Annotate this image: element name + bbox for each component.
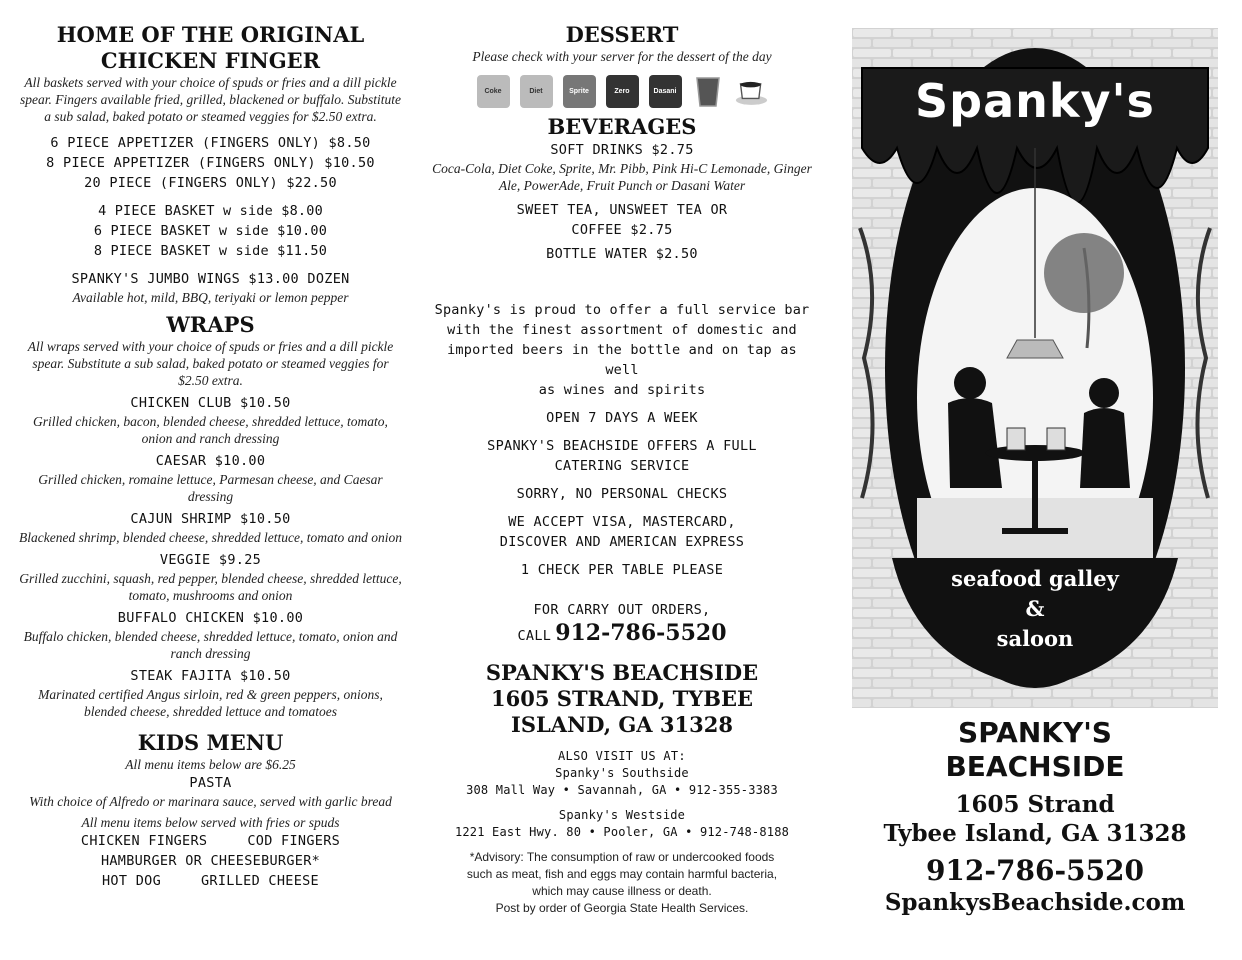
menu-item: 8 PIECE BASKET w side $11.50: [93, 243, 328, 259]
menu-item: 6 PIECE APPETIZER (FINGERS ONLY) $8.50: [50, 135, 371, 151]
beverages-heading: BEVERAGES: [547, 114, 697, 139]
open-days: OPEN 7 DAYS A WEEK: [546, 410, 698, 426]
wraps-heading: WRAPS: [166, 312, 255, 337]
menu-item: HAMBURGER OR CHEESEBURGER*: [100, 853, 321, 869]
poster-tagline-line: saloon: [996, 626, 1074, 651]
wrap-name: CAESAR $10.00: [155, 453, 266, 469]
wrap-item: [18, 666, 403, 720]
also-visit: ALSO VISIT US AT:: [558, 749, 686, 763]
bar-info-line: Spanky's is proud to offer a full service bar: [434, 302, 810, 318]
wrap-item: [18, 608, 403, 662]
diet-coke-icon: Diet: [520, 75, 553, 108]
menu-item: COD FINGERS: [247, 833, 341, 849]
menu-item: 4 PIECE BASKET w side $8.00: [98, 203, 323, 219]
wrap-desc: Marinated certified Angus sirloin, red & green peppers, onions, blended cheese, shredded lettuce and tomatoes: [38, 687, 383, 719]
cards-line: DISCOVER AND AMERICAN EXPRESS: [499, 534, 745, 550]
bar-info-line: as wines and spirits: [538, 382, 706, 398]
catering-line: SPANKY'S BEACHSIDE OFFERS A FULL: [487, 438, 757, 454]
kids-note-2: All menu items below served with fries or spuds: [81, 815, 340, 830]
wraps-note: All wraps served with your choice of spuds or fries and a dill pickle spear. Substitute a sub salad, baked potato or steamed veggies for $2.50 extra.: [27, 339, 394, 388]
wrap-desc: Grilled zucchini, squash, red pepper, blended cheese, shredded lettuce, tomato, mushrooms and onion: [19, 571, 402, 603]
catering-line: CATERING SERVICE: [554, 458, 690, 474]
carry-out-phone: 912-786-5520: [555, 620, 727, 646]
iced-tea-icon: [692, 75, 725, 108]
kids-row: [18, 831, 403, 851]
coca-cola-icon: Coke: [477, 75, 510, 108]
brand-address: 1605 Strand: [955, 791, 1115, 818]
brand-name-line: SPANKY'S: [958, 716, 1112, 749]
cards-line: WE ACCEPT VISA, MASTERCARD,: [508, 514, 736, 530]
carry-out-call: [432, 620, 812, 646]
soft-drinks-note: Coca-Cola, Diet Coke, Sprite, Mr. Pibb, Pink Hi-C Lemonade, Ginger Ale, PowerAde, Fruit Punch or Dasani Water: [432, 161, 812, 193]
no-checks: SORRY, NO PERSONAL CHECKS: [516, 486, 728, 502]
bar-info-line: with the finest assortment of domestic and: [447, 322, 797, 338]
dessert-heading: DESSERT: [565, 22, 679, 47]
kids-note: All menu items below are $6.25: [125, 757, 296, 772]
dessert-note: Please check with your server for the dessert of the day: [472, 49, 772, 64]
poster-tagline: [852, 564, 1218, 654]
menu-item: 20 PIECE (FINGERS ONLY) $22.50: [84, 175, 337, 191]
wrap-name: BUFFALO CHICKEN $10.00: [117, 610, 304, 626]
menu-item: 8 PIECE APPETIZER (FINGERS ONLY) $10.50: [46, 155, 375, 171]
kids-pasta: PASTA: [189, 775, 232, 791]
carry-out-line: FOR CARRY OUT ORDERS,: [533, 602, 711, 618]
coffee-icon: [735, 75, 768, 108]
chicken-finger-heading: HOME OF THE ORIGINAL CHICKEN FINGER: [56, 22, 365, 73]
advisory-line: Post by order of Georgia State Health Services.: [495, 901, 749, 915]
brand-block: [850, 716, 1220, 956]
spankys-poster: [852, 28, 1218, 708]
brand-website: SpankysBeachside.com: [884, 889, 1186, 916]
water-item: BOTTLE WATER $2.50: [546, 246, 698, 262]
menu-item: 6 PIECE BASKET w side $10.00: [93, 223, 328, 239]
wrap-name: CHICKEN CLUB $10.50: [130, 395, 291, 411]
soft-drinks-item: SOFT DRINKS $2.75: [550, 142, 694, 158]
menu-column-left: [18, 0, 403, 960]
carry-out-call-label: CALL: [517, 628, 552, 644]
kids-pasta-note: With choice of Alfredo or marinara sauce, served with garlic bread: [29, 794, 392, 809]
one-check: 1 CHECK PER TABLE PLEASE: [520, 562, 724, 578]
wings-item: SPANKY'S JUMBO WINGS $13.00 DOZEN: [71, 271, 350, 287]
kids-row: [18, 871, 403, 891]
location-address: 1605 STRAND, TYBEE: [491, 686, 753, 711]
wrap-name: STEAK FAJITA $10.50: [130, 668, 291, 684]
westside-name: Spanky's Westside: [558, 808, 686, 822]
basket-list: [18, 201, 403, 261]
location-name: SPANKY'S BEACHSIDE: [485, 660, 759, 685]
menu-column-middle: [432, 0, 812, 960]
chicken-finger-note: All baskets served with your choice of spuds or fries and a dill pickle spear. Fingers available fried, grilled, blackened or buffalo. Substitute a sub salad, baked potato or steamed veggies for $2.50 extra.: [20, 75, 401, 124]
wrap-item: [18, 393, 403, 447]
wrap-name: CAJUN SHRIMP $10.50: [130, 511, 291, 527]
tea-item-line: SWEET TEA, UNSWEET TEA OR: [516, 202, 728, 218]
poster-tagline-line: seafood galley: [951, 566, 1119, 591]
beverage-logos: [432, 75, 812, 108]
southside-address: 308 Mall Way • Savannah, GA • 912-355-3383: [466, 783, 778, 797]
wrap-item: [18, 550, 403, 604]
wrap-desc: Blackened shrimp, blended cheese, shredded lettuce, tomato and onion: [18, 530, 403, 545]
bar-info-line: imported beers in the bottle and on tap as well: [447, 342, 797, 378]
wrap-item: [18, 509, 403, 546]
advisory-line: such as meat, fish and eggs may contain harmful bacteria,: [466, 867, 778, 881]
menu-item: GRILLED CHEESE: [201, 873, 319, 889]
sprite-icon: Sprite: [563, 75, 596, 108]
wrap-desc: Grilled chicken, bacon, blended cheese, shredded lettuce, tomato, onion and ranch dressing: [33, 414, 388, 446]
wrap-desc: Grilled chicken, romaine lettuce, Parmesan cheese, and Caesar dressing: [38, 472, 383, 504]
poster-tagline-line: &: [1025, 596, 1045, 621]
location-address: ISLAND, GA 31328: [511, 712, 733, 737]
poster-logo-area: [852, 74, 1218, 128]
westside-address: 1221 East Hwy. 80 • Pooler, GA • 912-748-8188: [454, 825, 790, 839]
tea-item-line: COFFEE $2.75: [571, 222, 673, 238]
advisory-line: *Advisory: The consumption of raw or undercooked foods: [469, 850, 775, 864]
poster-logo: Spanky's: [915, 74, 1155, 128]
coke-zero-icon: Zero: [606, 75, 639, 108]
wrap-item: [18, 451, 403, 505]
menu-item: CHICKEN FINGERS: [80, 833, 208, 849]
kids-menu-heading: KIDS MENU: [137, 730, 284, 755]
brand-phone: 912-786-5520: [925, 854, 1145, 887]
wings-note: Available hot, mild, BBQ, teriyaki or lemon pepper: [72, 290, 349, 305]
brand-address: Tybee Island, GA 31328: [883, 820, 1187, 847]
brand-name-line: BEACHSIDE: [945, 750, 1125, 783]
advisory-line: which may cause illness or death.: [532, 884, 712, 898]
wrap-desc: Buffalo chicken, blended cheese, shredded lettuce, tomato, onion and ranch dressing: [23, 629, 398, 661]
southside-name: Spanky's Southside: [555, 766, 689, 780]
dasani-icon: Dasani: [649, 75, 682, 108]
appetizer-list: [18, 133, 403, 193]
wrap-name: VEGGIE $9.25: [159, 552, 262, 568]
menu-item: HOT DOG: [102, 873, 161, 889]
